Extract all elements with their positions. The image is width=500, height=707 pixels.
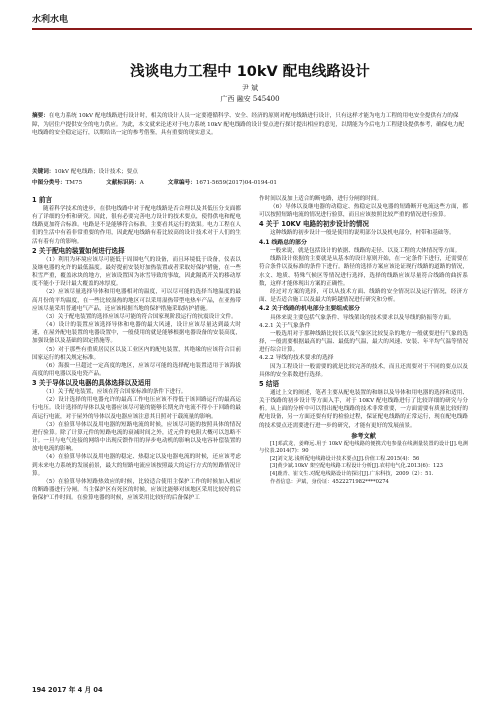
- paragraph: （1）利用为环境应该尽可能低于周围电气的设备，而且环境低于设备，仪表以及继电器的允许的最低温度。最好提前安装好加热装置或者采取好保护措施，在一些积雪严重，覆盖冰块的地方，应该设置因为冰雪导致的事故，因此隔离开关的移动厚度不能小于设计最大覆盖的冰厚度。: [32, 256, 241, 288]
- abstract-text: 在电力系统 10kV 配电线路进行设计时，相关的设计人员一定要遵循科学、安全、经济的原则对配电线路进行设计，只有这样才能为电力工程的用电安全提供有力的保障，为居住户提供安全的电力供应。为此，本文就来论述对于电力系统 10kV 配电线路的设计要点进行探讨提出相应的意见，以期能为今后电力工程建设提供参考，确保电力配电线路的安全稳定运行，以期给出一定的参考借鉴，具有重要的现实意义。: [32, 113, 465, 137]
- article-affiliation: 广西 融安 545400: [220, 95, 280, 103]
- paragraph: （5）在验算导体短路热效应的时候，比较适合使用主保护工作的时候加入相应的断路器进行分闸。当主保护区有死区的时候，应该比能够对该地区采用比较好的后备保护工作时间。在验算电器的时候，应该采用比较好的后备保护工: [32, 478, 241, 502]
- paragraph: （4）设计的装置应该选择导体和电器的最大风速，设计应该尽量达到最大时速，在屋外配电装置的电器设置中，一般使用的就是能够根据电器设备的安装高度，加强设备以及基础的固定措施等。: [32, 322, 241, 345]
- paragraph: （1）关于配电装置，应该在符合国家标准的条件下进行。: [43, 389, 187, 396]
- keywords-label: 关键词：: [32, 169, 55, 175]
- paragraph: 一般选用对于那种线路比较长以及气象区比较复杂的地方一般就要进行气象的选择，一般需要根据最高的气温、最低的气温，最大的风速、安装、年平均气温等情况进行综合计算。: [259, 330, 468, 354]
- paragraph: 通过上文的阐述，笔者主要从配电装置的和继以及导体和用电器的选择和适用、关于线路的初步设计等方面入手，对于 10KV 配电线路进行了比较详细的研究与分析。从上面的分析中可以得出配电线路的技术非常重要，一方面需要有质量比较好的配电设备，另一方面还要有好的检验过程，保证配电线路的正常运行，现在配电线路的技术要点还需要进行进一步的研究，才能有更好的发展前景。: [259, 389, 468, 429]
- reference-item: 作者信息：尹斌，身份证：4522271982****0274: [270, 478, 389, 485]
- reference-item: [1]邓武龙，姜峰远.用于 10kV 配电线路的便携式电参量在线测量装置的设计[J].电测与仪表.2014(7)：90: [259, 440, 468, 455]
- article-meta: [32, 179, 468, 187]
- section-heading: 2 关于配电的装置如何进行选择: [32, 246, 125, 255]
- reference-item: [4]鹿青、崔文生.对配电线路设计的探讨[J].广东科技，2009（2）：51.: [270, 471, 434, 478]
- paragraph: 作时间以及加上适合的断电路，进行分闸的时间。: [259, 196, 383, 202]
- keywords: [32, 168, 468, 176]
- paragraph: （6）导体以及继电器的动稳定、热稳定以及电器的短路断开电流这些方面，都可以按照短路电流的情况进行验算，而且应该按照比较严重的情况进行验算。: [259, 204, 468, 219]
- paragraph: （5）对于那些有重质居民区以及工业区内的配电装置，其绝缘的应该符合目前国家运行的相关规定标准。: [32, 346, 241, 361]
- paragraph: （2）设计选择的用电器允许的最高工作电压应该不得低于该回路运行的最高运行电压。设计选择的导体以及电器应该尽可能的能够长期允许电流不得小于回路的最高运行电流，对于屋外的导体以及电器应该注意其日照对于载流量的影响。: [32, 397, 241, 420]
- paragraph: 随着科学技术的进步，在供电线路中对于配电线路是否合理以及其低压分支面都有了详细的分析和研究。因此，很有必要完善电力设计的技术要点，使得供电和配电线路更加符合标准。电路是不是能够符合标准，主要看其运行的效果。电力工程在人们的生活中有着非常重要的作用，因此配电线路有着比较高的设计技术对于人们的生活有着有力的影响。: [32, 206, 241, 245]
- paragraph: （6）海拔一旦超过一定高度的地区，应该尽可能的选择配电装置适用于该海拔高度的用电器以及电瓷产品。: [32, 362, 241, 377]
- paragraph: 这种线路的初步设计一般是使用的说明部分以及机电部分，村带和基础等。: [270, 230, 455, 237]
- keywords-text: 10kV 配电线路；设计技术；要点: [54, 169, 138, 175]
- paragraph: （2）应该尽量选择导体和用电器相对的温度，可以尽可能的选择当地温度的最高月份的平均温度，在一些比较湿热的地区可以采用湿热带型电热车产品，在亚热带应该尽量采用普通电气产品，还应该根据当地的保护措施采取防护措施。: [32, 289, 241, 312]
- subsection-heading: 4.2 关于线路的机电部分主要组成部分: [259, 306, 360, 313]
- subsection-heading: 4.1 线路总的部分: [259, 239, 307, 246]
- journal-name: 水利水电: [32, 15, 69, 25]
- paragraph: 经过对方案的选择，可以从技术方面、线路的安全情况以及运行情况，经济方面、是否适合施工以及最大的跨越情况进行研究和分析。: [259, 288, 468, 303]
- paragraph: 一般来说，就是包括设计的依据、线路的走径、以及工程的大体情况等方面。: [270, 248, 461, 255]
- abstract-label: 摘要：: [32, 113, 49, 119]
- section-heading: 4 关于 10KV 电路的初步设计的情况: [259, 220, 369, 229]
- section-heading: 3 关于导体以及电器的具体选择以及适用: [32, 379, 151, 388]
- section-heading: 5 结语: [259, 379, 280, 388]
- reference-item: [2]刘文龙.浅析配电线路设计技术要点[J].价值工程.2015(4)：56: [270, 455, 420, 462]
- abstract: [32, 112, 468, 138]
- article-title: 浅谈电力工程中 10kV 配电线路设计: [130, 64, 370, 80]
- journal-header: [32, 12, 472, 30]
- section-heading: 1 前言: [32, 196, 53, 204]
- article-author: 尹 斌: [241, 84, 259, 92]
- paragraph: （3）关于配电装置的选择应该尽可能的符合国家现阶段运行的抗震设计文件。: [43, 313, 237, 320]
- subsubsection-heading: 4.2.1 关于气象条件: [259, 322, 311, 329]
- body-column-left: [32, 195, 241, 502]
- clc-number: 中图分类号：TM75: [32, 180, 83, 186]
- paragraph: （3）在验算导体以及用电器的短路电流的时候，应该尽可能的按照具体的情况进行验算。除了计算元件的短路电流的衰减时间之外，近元件的电阻大概可以忽略不计。一旦与电气连接的网络中出现反馈作用的异步电动机的影响以及电容补偿装置的放电电流的影响。: [32, 421, 241, 453]
- page-footer: 194 2017 年 4 月 04: [32, 686, 103, 694]
- article-number: 文章编号：1671-5659(2017)04-0194-01: [167, 180, 277, 186]
- paragraph: 因为工程设计一般需要的就是比较完善的技术，而且还需要对于不同的要点以及具体的安全系数进行选择。: [259, 363, 468, 378]
- document-code: 文献标识码：A: [106, 180, 144, 186]
- header-divider: [32, 28, 472, 30]
- paragraph: 线路设计依据的主要就是从基本的设计原则开始，在一定条件下进行，还需要在符合条件以及标准的条件下进行。路径的选择方案应该论证现行线路的道路的情况，水文、地质、特殊气候区等情况进行选择，选择的线路应该尽量符合线路的曲折系数，这样才能体现出方案的正确性。: [259, 256, 468, 287]
- body-column-right: [259, 195, 468, 486]
- subsubsection-heading: 4.2.2 导线的技术要求的选择: [259, 355, 334, 362]
- paragraph: （4）在验算导体以及用电器的稳定、热稳定以及电器电流的时候，还应该考虑到未来电力系统的发展前景，最大的短路电流应该按照最大的运行方式的短路情况计算。: [32, 454, 241, 477]
- references-title: 参考文献: [351, 432, 376, 440]
- paragraph: 具体来说主要包括气象条件、导线架设的技术要求以及导线的防振等方面。: [270, 314, 455, 321]
- reference-item: [3]黄少斌.10kV 架空配电线路工程设计分析[J].农村电气化.2013(6)：123: [270, 463, 443, 470]
